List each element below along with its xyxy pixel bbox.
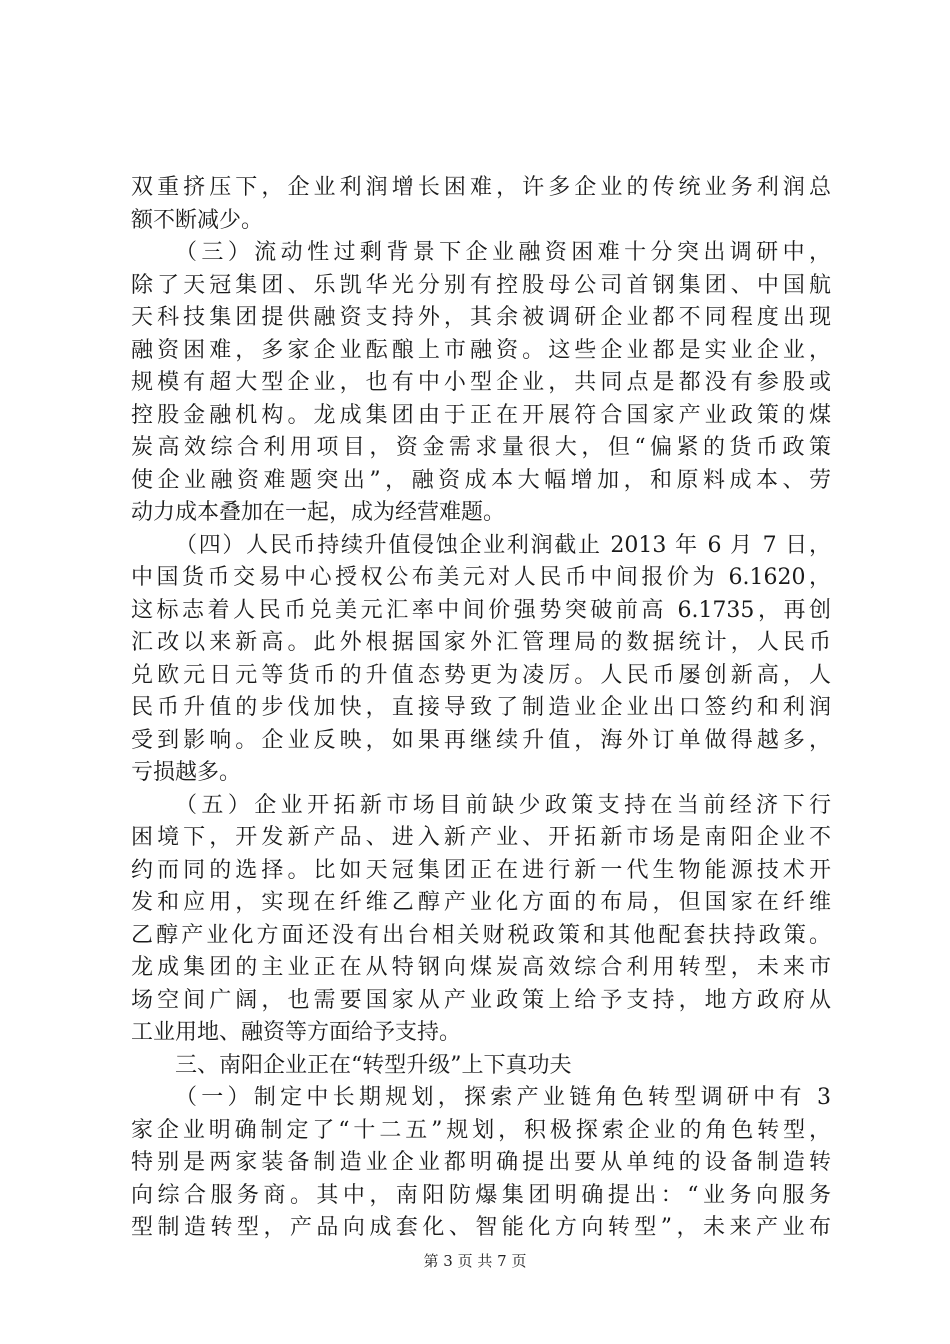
text-line: 家企业明确制定了“十二五”规划，积极探索企业的角色转型， [131, 1117, 831, 1143]
text-line: 额不断减少。 [131, 207, 264, 233]
text-line: 动力成本叠加在一起，成为经营难题。 [131, 500, 506, 525]
text-line: （五）企业开拓新市场目前缺少政策支持在当前经济下行 [175, 792, 831, 818]
page-footer: 第 3 页 共 7 页 [423, 1252, 527, 1270]
text-line: 规模有超大型企业，也有中小型企业，共同点是都没有参股或 [131, 370, 831, 395]
text-line: 向综合服务商。其中，南阳防爆集团明确提出：“业务向服务 [131, 1182, 831, 1208]
text-line: 三、南阳企业正在“转型升级”上下真功夫 [175, 1052, 572, 1078]
text-line: 困境下，开发新产品、进入新产业、开拓新市场是南阳企业不 [131, 825, 831, 850]
text-line: 乙醇产业化方面还没有出台相关财税政策和其他配套扶持政策。 [131, 922, 831, 948]
text-line: 发和应用，实现在纤维乙醇产业化方面的布局，但国家在纤维 [131, 890, 831, 915]
text-line: 民币升值的步伐加快，直接导致了制造业企业出口签约和利润 [131, 695, 831, 720]
document-body [131, 172, 831, 1245]
text-line: 这标志着人民币兑美元汇率中间价强势突破前高 6.1735，再创 [131, 597, 831, 623]
text-line: 天科技集团提供融资支持外，其余被调研企业都不同程度出现 [131, 305, 831, 330]
text-line: （四）人民币持续升值侵蚀企业利润截止 2013 年 6 月 7 日， [175, 532, 831, 558]
text-line: 使企业融资难题突出”，融资成本大幅增加，和原料成本、劳 [131, 467, 831, 493]
text-line: 受到影响。企业反映，如果再继续升值，海外订单做得越多， [131, 727, 831, 753]
text-line: 特别是两家装备制造业企业都明确提出要从单纯的设备制造转 [131, 1150, 831, 1175]
text-line: 双重挤压下，企业利润增长困难，许多企业的传统业务利润总 [131, 175, 831, 200]
text-line: 约而同的选择。比如天冠集团正在进行新一代生物能源技术开 [131, 857, 831, 883]
text-line: 场空间广阔，也需要国家从产业政策上给予支持，地方政府从 [131, 987, 831, 1013]
text-line: 型制造转型，产品向成套化、智能化方向转型”，未来产业布 [131, 1215, 831, 1240]
text-line: 亏损越多。 [131, 760, 242, 785]
text-line: （一）制定中长期规划，探索产业链角色转型调研中有 3 [175, 1085, 831, 1110]
text-line: （三）流动性过剩背景下企业融资困难十分突出调研中， [175, 240, 831, 265]
text-line: 龙成集团的主业正在从特钢向煤炭高效综合利用转型，未来市 [131, 955, 831, 980]
text-line: 中国货币交易中心授权公布美元对人民币中间报价为 6.1620， [131, 565, 831, 590]
text-line: 兑欧元日元等货币的升值态势更为凌厉。人民币屡创新高，人 [131, 662, 831, 688]
text-line: 融资困难，多家企业酝酿上市融资。这些企业都是实业企业， [131, 337, 831, 363]
text-line: 汇改以来新高。此外根据国家外汇管理局的数据统计，人民币 [131, 630, 831, 655]
text-line: 工业用地、融资等方面给予支持。 [131, 1020, 462, 1045]
text-line: 除了天冠集团、乐凯华光分别有控股母公司首钢集团、中国航 [131, 272, 831, 298]
text-line: 炭高效综合利用项目，资金需求量很大，但“偏紧的货币政策 [131, 435, 831, 460]
text-line: 控股金融机构。龙成集团由于正在开展符合国家产业政策的煤 [131, 402, 831, 428]
